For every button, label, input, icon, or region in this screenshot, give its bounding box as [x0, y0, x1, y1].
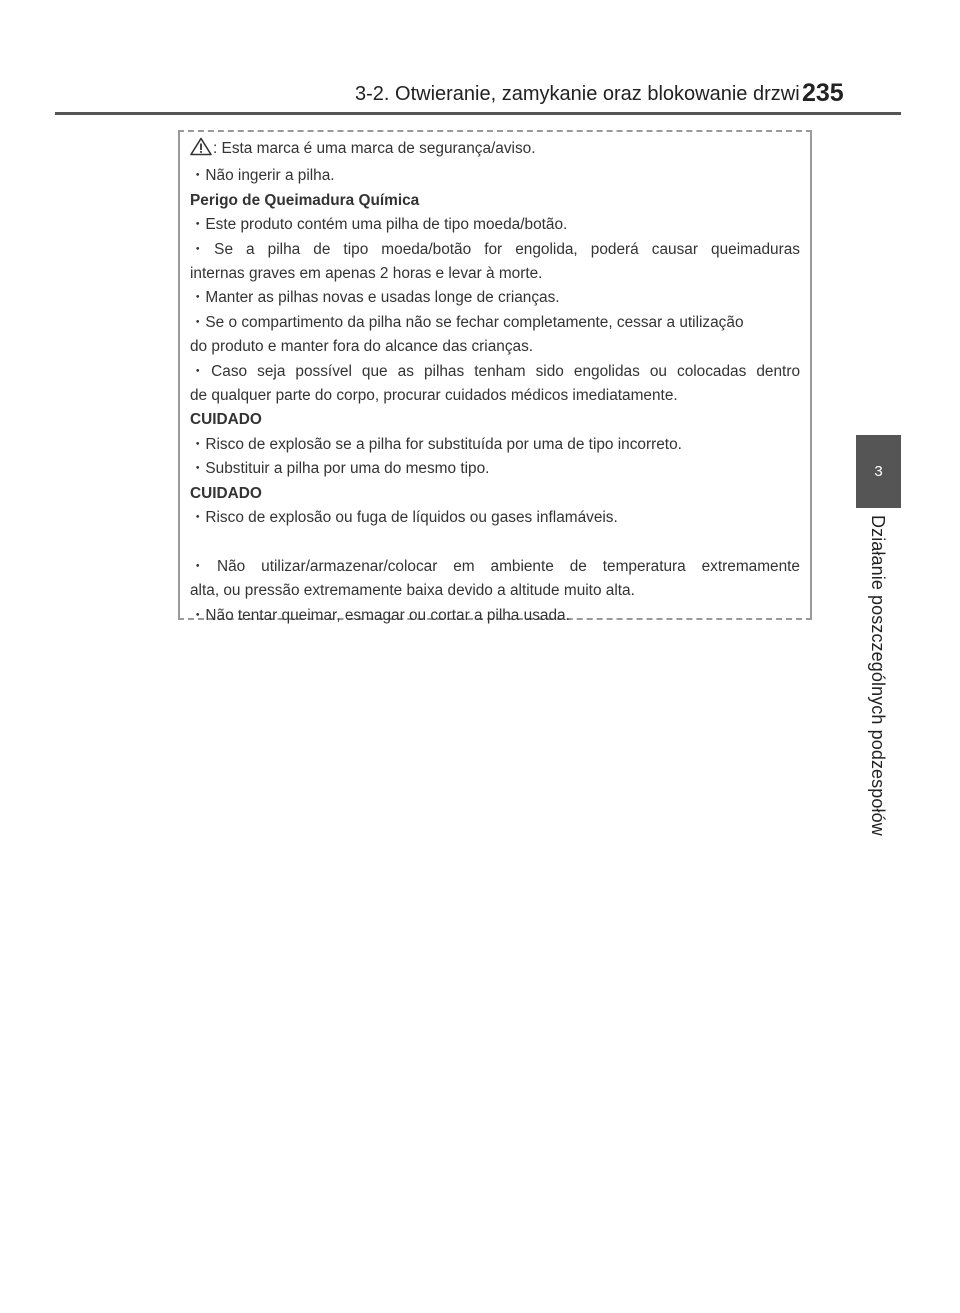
caution-heading: CUIDADO	[190, 484, 262, 502]
chapter-tab[interactable]	[856, 435, 901, 508]
warning-line: de qualquer parte do corpo, procurar cuidados médicos imediatamente.	[190, 387, 678, 405]
blank-line	[190, 530, 800, 554]
warning-mark-line	[190, 137, 800, 164]
chapter-number: 3	[874, 463, 883, 480]
warning-line: ・Se a pilha de tipo moeda/botão for engolida, poderá causar queimaduras	[190, 240, 800, 258]
warning-mark-text: : Esta marca é uma marca de segurança/aviso.	[213, 140, 536, 157]
warning-line: ・Este produto contém uma pilha de tipo moeda/botão.	[190, 216, 568, 234]
warning-line: ・Não ingerir a pilha.	[190, 167, 335, 185]
warning-line: internas graves em apenas 2 horas e levar à morte.	[190, 265, 543, 283]
warning-line: do produto e manter fora do alcance das crianças.	[190, 338, 534, 356]
warning-line: ・Não utilizar/armazenar/colocar em ambiente de temperatura extremamente	[190, 557, 800, 575]
warning-line: ・Risco de explosão se a pilha for substituída por uma de tipo incorreto.	[190, 435, 682, 453]
page-number: 235	[802, 79, 844, 107]
section-title: 3-2. Otwieranie, zamykanie oraz blokowanie drzwi	[355, 83, 800, 105]
chapter-title: Działanie poszczególnych podzespołów	[868, 515, 888, 836]
battery-warning-box	[178, 130, 812, 624]
caution-heading: CUIDADO	[190, 411, 262, 429]
warning-line: alta, ou pressão extremamente baixa devido a altitude muito alta.	[190, 582, 635, 600]
header-divider	[55, 112, 901, 115]
warning-line: ・Se o compartimento da pilha não se fechar completamente, cessar a utilização	[190, 313, 744, 331]
warning-heading: Perigo de Queimadura Química	[190, 191, 420, 209]
warning-line: ・Caso seja possível que as pilhas tenham sido engolidas ou colocadas dentro	[190, 362, 800, 380]
warning-triangle-icon	[190, 137, 212, 164]
warning-line: ・Risco de explosão ou fuga de líquidos ou gases inflamáveis.	[190, 509, 618, 527]
warning-line: ・Manter as pilhas novas e usadas longe de crianças.	[190, 289, 560, 307]
warning-line: ・Não tentar queimar, esmagar ou cortar a pilha usada.	[190, 606, 570, 624]
warning-line: ・Substituir a pilha por uma do mesmo tipo.	[190, 460, 490, 478]
